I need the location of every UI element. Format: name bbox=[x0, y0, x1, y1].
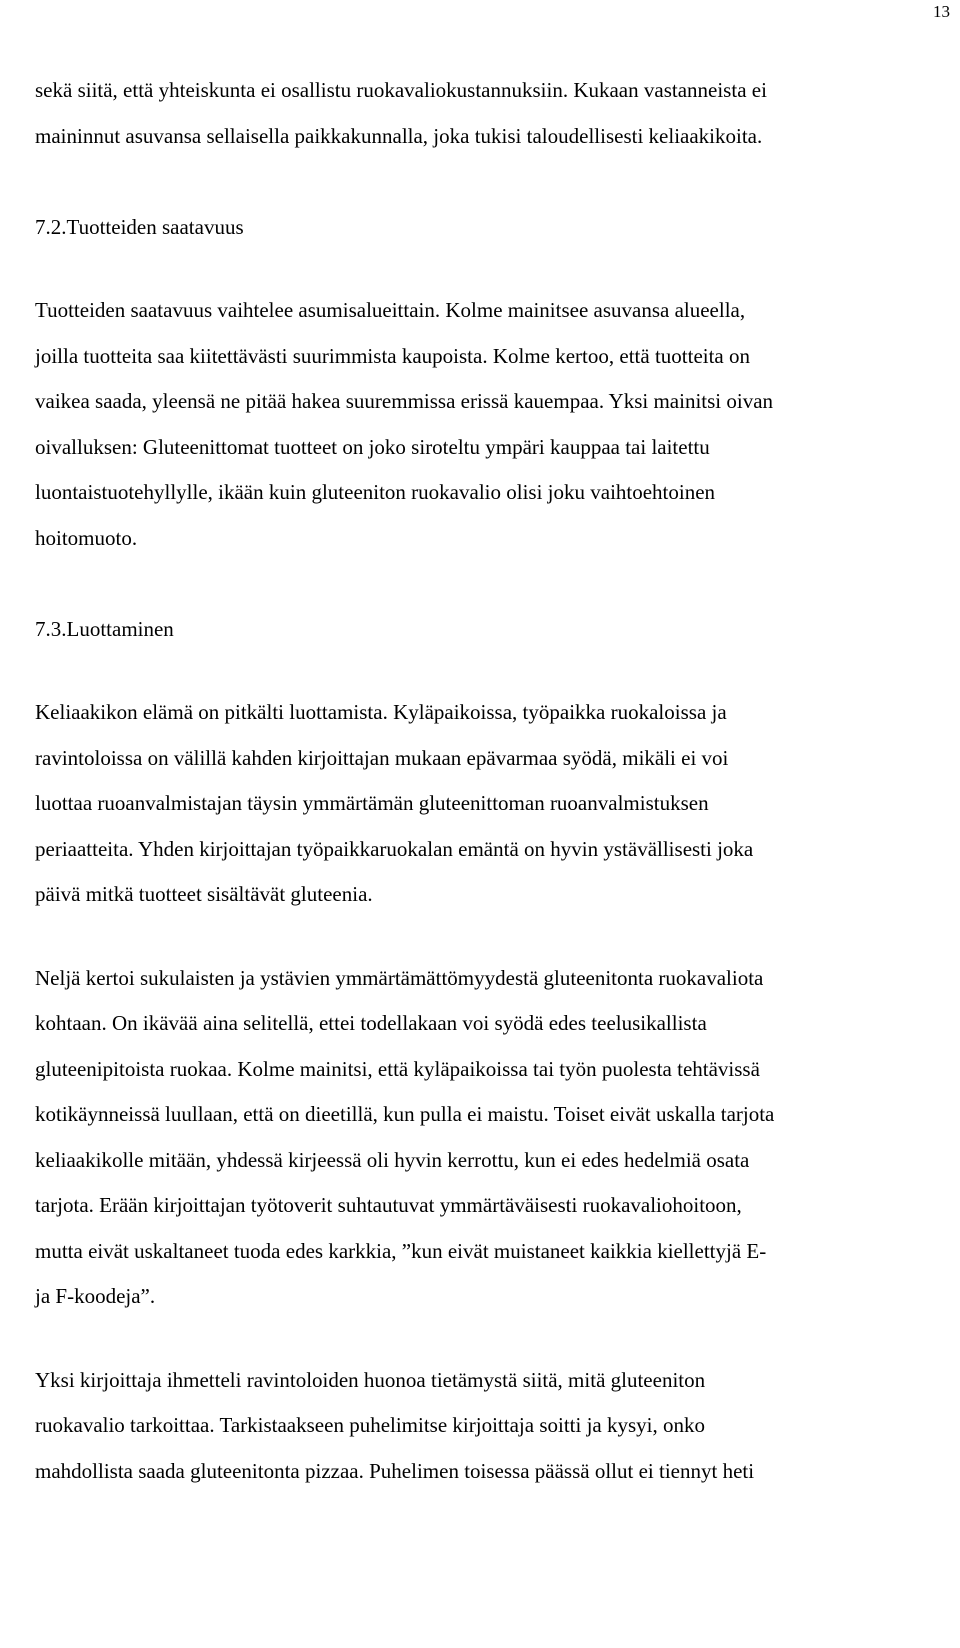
paragraph-ravintolat bbox=[35, 1358, 930, 1495]
text-line: päivä mitkä tuotteet sisältävät gluteenia. bbox=[35, 882, 373, 906]
text-line: kohtaan. On ikävää aina selitellä, ettei todellakaan voi syödä edes teelusikallista bbox=[35, 1011, 707, 1035]
paragraph-spacer bbox=[35, 918, 930, 956]
text-line: vaikea saada, yleensä ne pitää hakea suuremmissa erissä kauempaa. Yksi mainitsi oivan bbox=[35, 389, 774, 413]
text-line: oivalluksen: Gluteenittomat tuotteet on joko siroteltu ympäri kauppaa tai laitettu bbox=[35, 434, 710, 459]
heading-spacer bbox=[35, 652, 930, 690]
section-heading-luottaminen bbox=[35, 607, 930, 653]
text-line: Neljä kertoi sukulaisten ja ystävien ymmärtämättömyydestä gluteenitonta ruokavaliota bbox=[35, 965, 764, 990]
text-line: Yksi kirjoittaja ihmetteli ravintoloiden huonoa tietämystä siitä, mitä gluteeniton bbox=[35, 1367, 706, 1392]
paragraph-sukulaiset bbox=[35, 956, 930, 1320]
heading-spacer bbox=[35, 250, 930, 288]
text-line: tarjota. Erään kirjoittajan työtoverit suhtautuvat ymmärtäväisesti ruokavaliohoitoon, bbox=[35, 1193, 742, 1217]
document-body bbox=[35, 68, 930, 1494]
text-line: mahdollista saada gluteenitonta pizzaa. Puhelimen toisessa päässä ollut ei tiennyt heti bbox=[35, 1458, 755, 1483]
text-line: ravintoloissa on välillä kahden kirjoittajan mukaan epävarmaa syödä, mikäli ei voi bbox=[35, 745, 729, 770]
heading-text: 7.3.Luottaminen bbox=[35, 616, 174, 641]
text-line: sekä siitä, että yhteiskunta ei osallistu ruokavaliokustannuksiin. Kukaan vastanneista ei bbox=[35, 78, 767, 102]
text-line: luottaa ruoanvalmistajan täysin ymmärtämän gluteenittoman ruoanvalmistuksen bbox=[35, 791, 709, 815]
page-number: 13 bbox=[933, 2, 950, 21]
heading-text: 7.2.Tuotteiden saatavuus bbox=[35, 214, 244, 239]
section-heading-tuotteiden-saatavuus bbox=[35, 205, 930, 251]
text-line: maininnut asuvansa sellaisella paikkakunnalla, joka tukisi taloudellisesti keliaakikoita. bbox=[35, 123, 763, 148]
paragraph-saatavuus bbox=[35, 288, 930, 561]
text-line: gluteenipitoista ruokaa. Kolme mainitsi, että kyläpaikoissa tai työn puolesta tehtävissä bbox=[35, 1056, 760, 1081]
text-line: keliaakikolle mitään, yhdessä kirjeessä oli hyvin kerrottu, kun ei edes hedelmiä osata bbox=[35, 1147, 750, 1172]
text-line: Tuotteiden saatavuus vaihtelee asumisalueittain. Kolme mainitsee asuvansa alueella, bbox=[35, 298, 746, 322]
text-line: Keliaakikon elämä on pitkälti luottamista. Kyläpaikoissa, työpaikka ruokaloissa ja bbox=[35, 700, 727, 724]
text-line: joilla tuotteita saa kiitettävästi suurimmista kaupoista. Kolme kertoo, että tuotteita on bbox=[35, 343, 751, 368]
paragraph-luottaminen bbox=[35, 690, 930, 918]
text-line: ruokavalio tarkoittaa. Tarkistaakseen puhelimitse kirjoittaja soitti ja kysyi, onko bbox=[35, 1413, 705, 1437]
paragraph-spacer bbox=[35, 1320, 930, 1358]
text-line: ja F-koodeja”. bbox=[35, 1284, 156, 1308]
text-line: kotikäynneissä luullaan, että on dieetillä, kun pulla ei maistu. Toiset eivät uskalla tarjota bbox=[35, 1102, 775, 1126]
text-line: luontaistuotehyllylle, ikään kuin gluteeniton ruokavalio olisi joku vaihtoehtoinen bbox=[35, 480, 716, 504]
text-line: periaatteita. Yhden kirjoittajan työpaikkaruokalan emäntä on hyvin ystävällisesti joka bbox=[35, 836, 754, 861]
text-line: mutta eivät uskaltaneet tuoda edes karkkia, ”kun eivät muistaneet kaikkia kiellettyjä E- bbox=[35, 1238, 767, 1263]
text-line: hoitomuoto. bbox=[35, 525, 138, 550]
paragraph-ruokavaliokustannukset bbox=[35, 68, 930, 159]
paragraph-spacer bbox=[35, 159, 930, 205]
paragraph-spacer bbox=[35, 561, 930, 607]
